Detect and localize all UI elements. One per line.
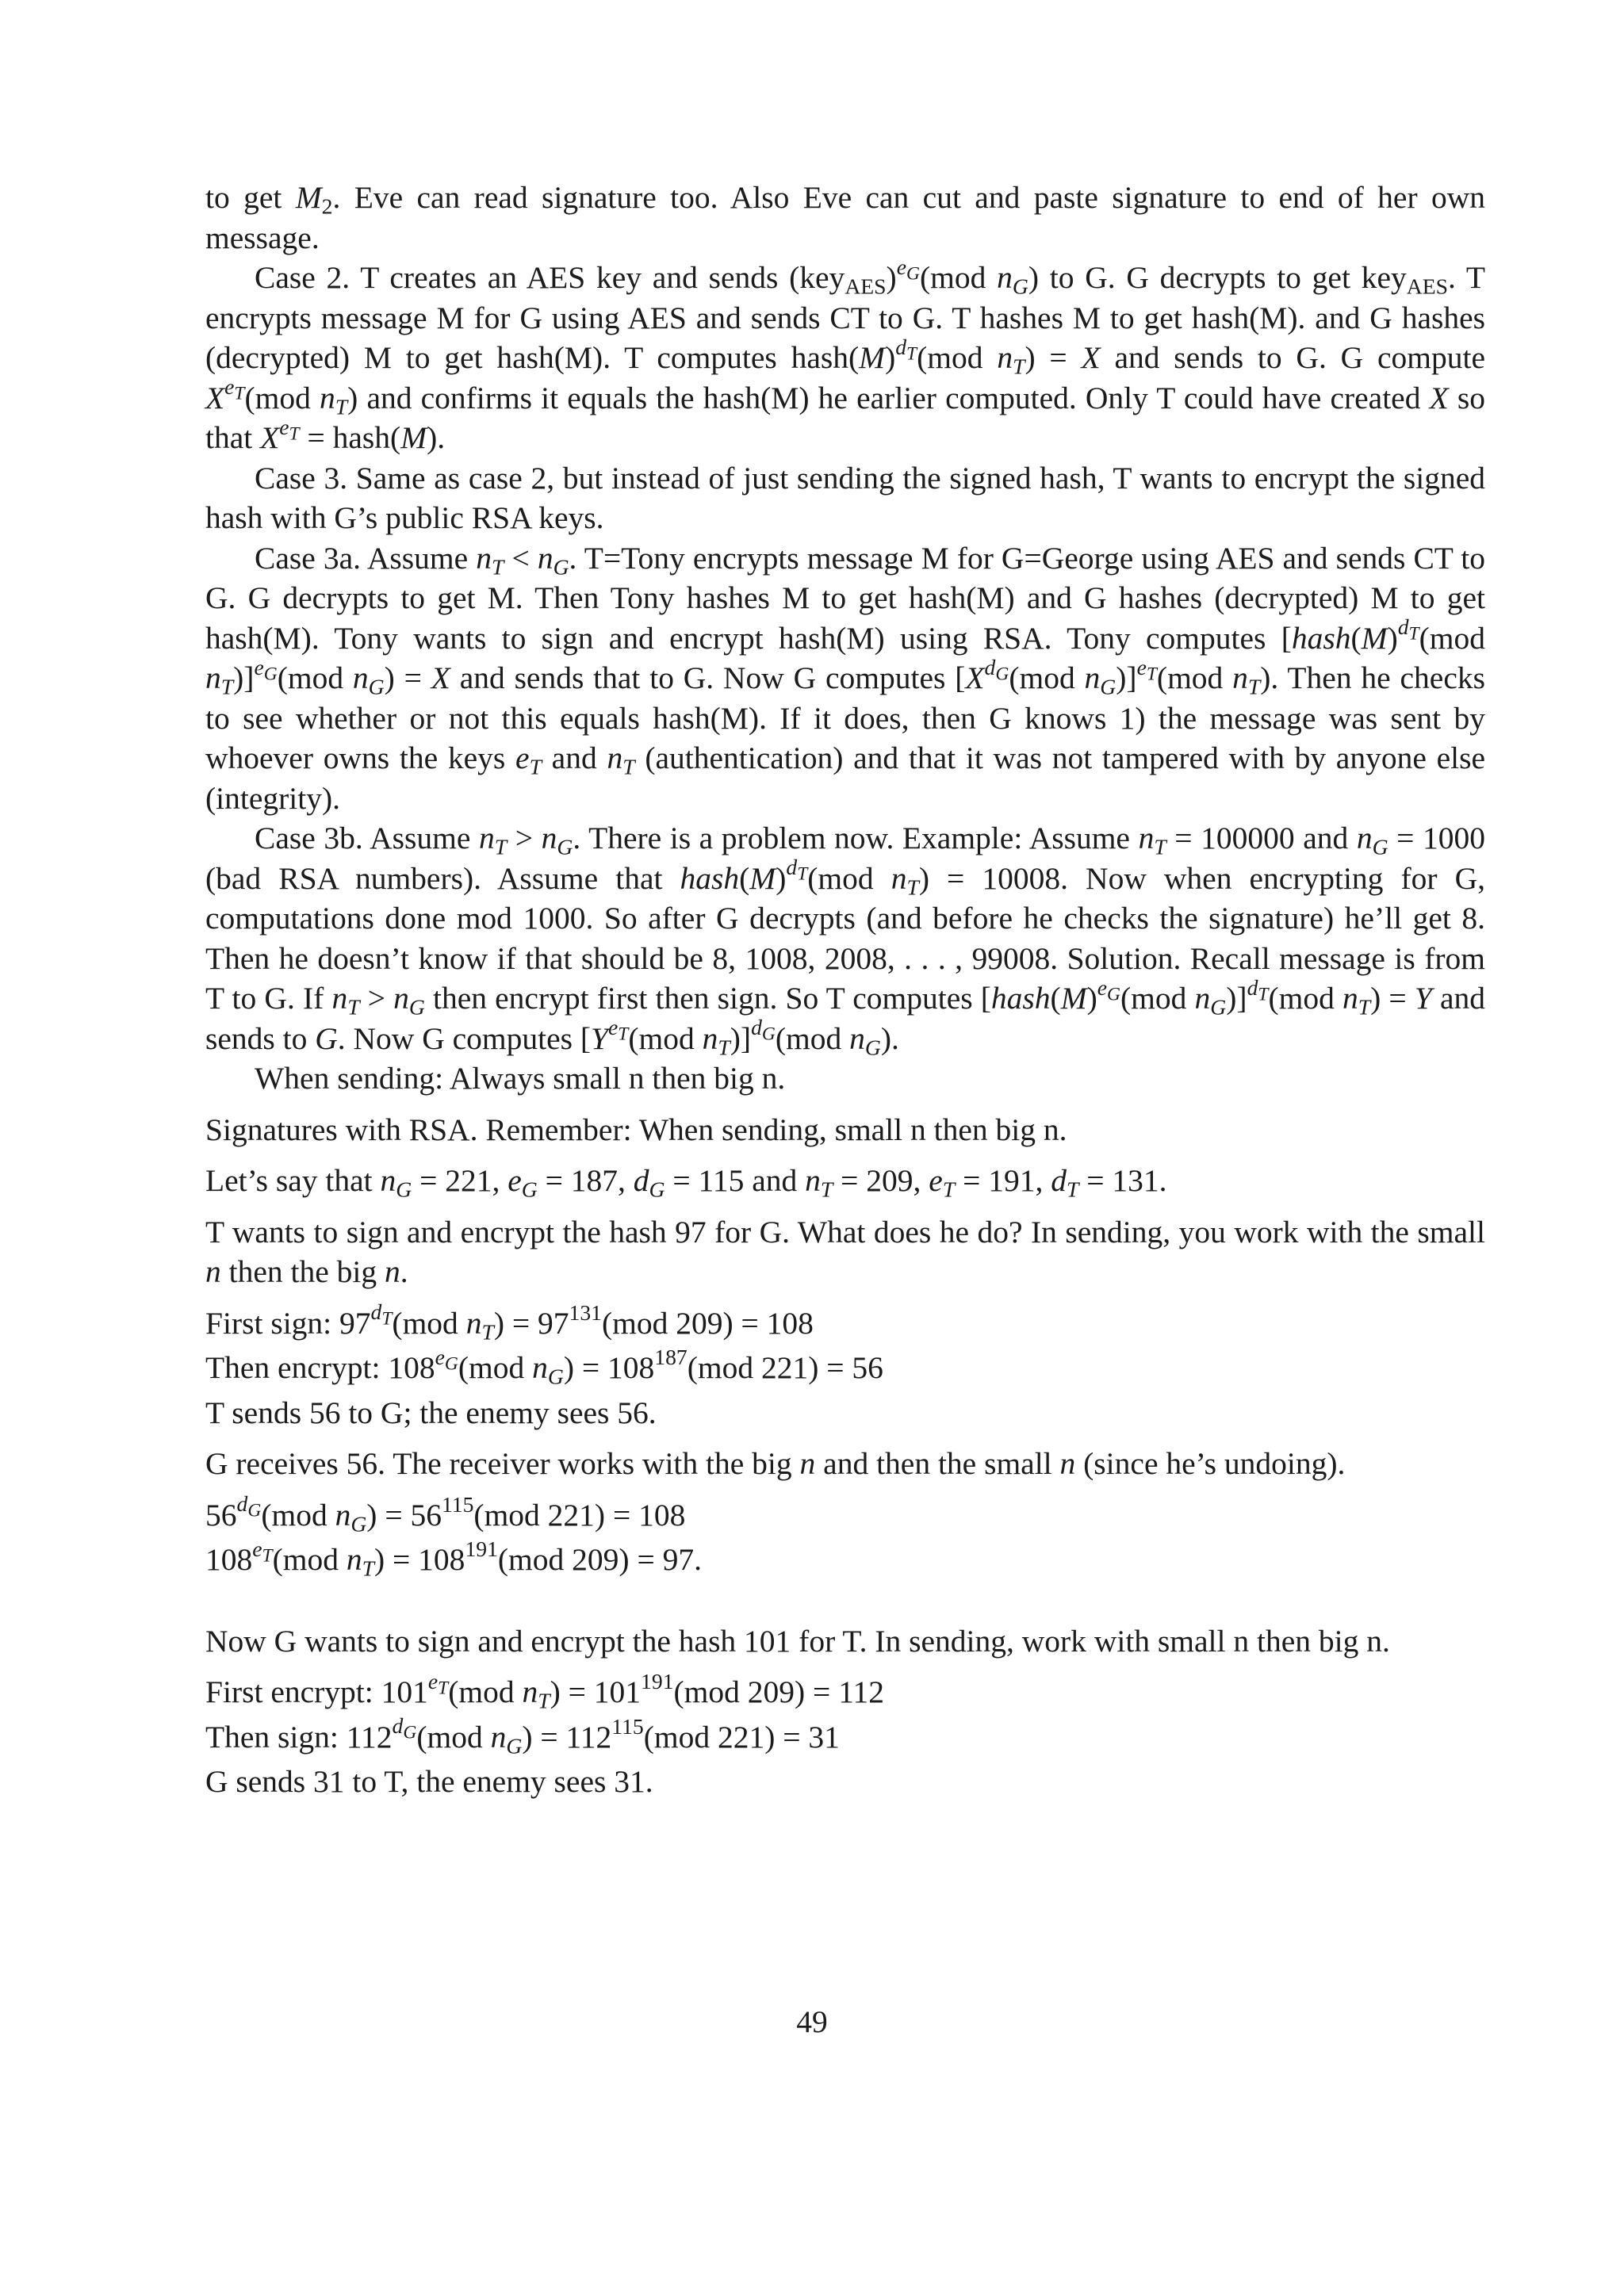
page-number: 49 bbox=[796, 2004, 828, 2039]
case-3b-text-f: Now G computes bbox=[353, 1020, 573, 1056]
case-3a-text-d: Then he checks to see whether or not this equals hash(M). If it does, then G knows 1) the message was sent by whoever owns the keys bbox=[205, 660, 1485, 775]
case-3a-label: Case 3a. bbox=[255, 540, 362, 576]
equation-first-encrypt: First encrypt: $101^{e_T}(mod$ $n_T) = 101^{191}(mod$ 209) = 112 bbox=[205, 1668, 884, 1713]
paragraph-g-receives: G receives 56. The receiver works with the big n and then the small n (since he’s undoing). bbox=[205, 1446, 1346, 1481]
case-3b-text-c: Now when encrypting for G, computations done mod 1000. So after G decrypts (and before he checks the signature) he’ll get 8. Then he doesn’t know if that should be 8, 1008, 2008, . . . , 99008. Solution. Recall message is from T to G. If bbox=[205, 860, 1485, 1016]
first-encrypt-label: First encrypt: bbox=[205, 1674, 373, 1709]
paragraph-when-sending: When sending: Always small n then big n. bbox=[255, 1061, 786, 1096]
case-3-text: Same as case 2, but instead of just sending the signed hash, T wants to encrypt the signed hash with G’s public RSA keys. bbox=[205, 460, 1485, 535]
case-2-label: Case 2. bbox=[255, 260, 350, 295]
paragraph-t-sign: T wants to sign and encrypt the hash 97 for G. What does he do? In sending, you work with the small n then the big n. bbox=[205, 1214, 1485, 1289]
case-3b-label: Case 3b. bbox=[255, 821, 363, 855]
document-body bbox=[205, 178, 1485, 1802]
g-receives-text-b: and then the small bbox=[823, 1446, 1052, 1481]
case-3a-text-b: T=Tony encrypts message M for G=George using AES and sends CT to G. G decrypts to get M. Then Tony hashes M to get hash(M) and G hashes (decrypted) M to get hash(M). Tony wants to sign and encrypt hash(M) using RSA. Tony computes bbox=[205, 540, 1485, 656]
paragraph-g-sends: G sends 31 to T, the enemy sees 31. bbox=[205, 1764, 653, 1799]
paragraph-keys: Let’s say that $n_G = 221$, $e_G = 187$, $d_G = 115$ and $n_T = 209$, $e_T = 191$, $d_T = 131$. bbox=[205, 1163, 1167, 1202]
equation-first-sign: First sign: $97^{d_T}(mod$ $n_T) = 97^{131}(mod$ 209) = 108 bbox=[205, 1299, 814, 1345]
paragraph-case-3b: Case 3b. Assume $n_T > n_G$. There is a problem now. Example: Assume $n_T = 100000$ and $n_G = 1000$ (bad RSA numbers). Assume that $hash(M)^{d_T}(mod$ $n_T) = 10008$. Now when encrypting for G, computations done mod 1000. So after G decrypts (and before he checks the signature) he’ll get 8. Then he doesn’t know if that should be 8, 1008, 2008, . . . , 99008. Solution. Recall message is from T to G. If $n_T > n_G$ then encrypt first then sign. So T computes [$hash(M)^{e_G}(mod$ $n_G)]^{d_T}(mod$ $n_T) = Y$ and sends to G. Now G computes [$Y^{e_T}(mod$ $n_T)]^{d_G}(mod$ $n_G$). bbox=[205, 821, 1486, 1060]
equation-then-sign: Then sign: $112^{d_G}(mod$ $n_G) = 112^{115}(mod$ 221) = 31 bbox=[205, 1713, 840, 1758]
paragraph-case-3 bbox=[205, 458, 1485, 538]
first-sign-label: First sign: bbox=[205, 1305, 332, 1341]
case-2-text-a: T creates an AES key and sends bbox=[360, 260, 779, 295]
case-2-text-e: and confirms it equals the hash(M) he earlier computed. Only T could have created bbox=[366, 380, 1421, 415]
case-3b-text-b: (bad RSA numbers). Assume that bbox=[205, 860, 663, 896]
g-receives-text-c: (since he’s undoing). bbox=[1083, 1446, 1346, 1481]
paragraph-signatures: Signatures with RSA. Remember: When sending, small n then big n. bbox=[205, 1112, 1067, 1147]
paragraph-continuation: to get $M_2$. Eve can read signature too. Also Eve can cut and paste signature to end of her own message. bbox=[205, 180, 1485, 255]
keys-intro: Let’s say that bbox=[205, 1163, 373, 1198]
then-sign-label: Then sign: bbox=[205, 1719, 339, 1755]
paragraph-case-3a: Case 3a. Assume $n_T < n_G$. T=Tony encrypts message M for G=George using AES and sends CT to G. G decrypts to get M. Then Tony hashes M to get hash(M) and G hashes (decrypted) M to get hash(M). Tony wants to sign and encrypt hash(M) using RSA. Tony computes [$hash(M)^{d_T}(mod$ $n_T)]^{e_G}(mod$ $n_G) = X$ and sends that to G. Now G computes [$X^{d_G}(mod$ $n_G)]^{e_T}(mod$ $n_T$). Then he checks to see whether or not this equals hash(M). If it does, then G knows 1) the message was sent by whoever owns the keys $e_T$ and $n_T$ (authentication) and that it was not tampered with by anyone else (integrity). bbox=[205, 540, 1486, 816]
equation-then-encrypt: Then encrypt: $108^{e_G}(mod$ $n_G) = 108^{187}(mod$ 221) = 56 bbox=[205, 1344, 883, 1389]
case-2-text-b: G decrypts to get key bbox=[1126, 260, 1407, 295]
case-3b-text-a: There is a problem now. Example: Assume bbox=[588, 821, 1130, 855]
case-3b-text-e: and sends to bbox=[205, 981, 1486, 1056]
case-2-text-f: so that bbox=[205, 380, 1485, 455]
case-3a-text-e: (authentication) and that it was not tampered with by anyone else (integrity). bbox=[205, 740, 1486, 816]
paragraph-g-sign: Now G wants to sign and encrypt the hash 101 for T. In sending, work with small n then big n. bbox=[205, 1623, 1390, 1659]
case-3a-text-c: and sends that to G. Now G computes bbox=[459, 660, 946, 695]
case-3b-text-d: then encrypt first then sign. So T computes bbox=[433, 981, 973, 1016]
g-receives-text-a: G receives 56. The receiver works with the big bbox=[205, 1446, 792, 1481]
t-sign-text-b: then the big bbox=[228, 1254, 377, 1289]
case-3-label: Case 3. bbox=[255, 460, 348, 496]
then-encrypt-label: Then encrypt: bbox=[205, 1350, 381, 1385]
equation-g-decrypt: $56^{d_G}(mod$ $n_G) = 56^{115}(mod$ 221) = 108 bbox=[205, 1491, 686, 1536]
equation-g-verify: $108^{e_T}(mod$ $n_T) = 108^{191}(mod$ 209) = 97. bbox=[205, 1536, 702, 1581]
paragraph-t-sends: T sends 56 to G; the enemy sees 56. bbox=[205, 1395, 657, 1430]
case-3a-text-a: Assume bbox=[366, 540, 469, 576]
paragraph-case-2: Case 2. T creates an AES key and sends $(key_{AES})^{e_G}(mod$ $n_G$) to G. G decrypts to get key$_{AES}$. T encrypts message M for G using AES and sends CT to G. T hashes M to get hash(M). and G hashes (decrypted) M to get hash(M). T computes $hash(M)^{d_T}(mod$ $n_T) = X$ and sends to G. G compute $X^{e_T}(mod$ $n_T$) and confirms it equals the hash(M) he earlier computed. Only T could have created X so that $X^{e_T}$ = hash(M). bbox=[205, 254, 1486, 455]
case-2-text-c: T encrypts message M for G using AES and sends CT to G. T hashes M to get hash(M). and G hashes (decrypted) M to get hash(M). T computes hash bbox=[205, 260, 1486, 375]
t-sign-text-a: T wants to sign and encrypt the hash 97 for G. What does he do? In sending, you work with the small bbox=[205, 1214, 1485, 1249]
case-2-text-d: and sends to G. G compute bbox=[1114, 340, 1485, 375]
text-own-message: own message. bbox=[205, 180, 1485, 255]
